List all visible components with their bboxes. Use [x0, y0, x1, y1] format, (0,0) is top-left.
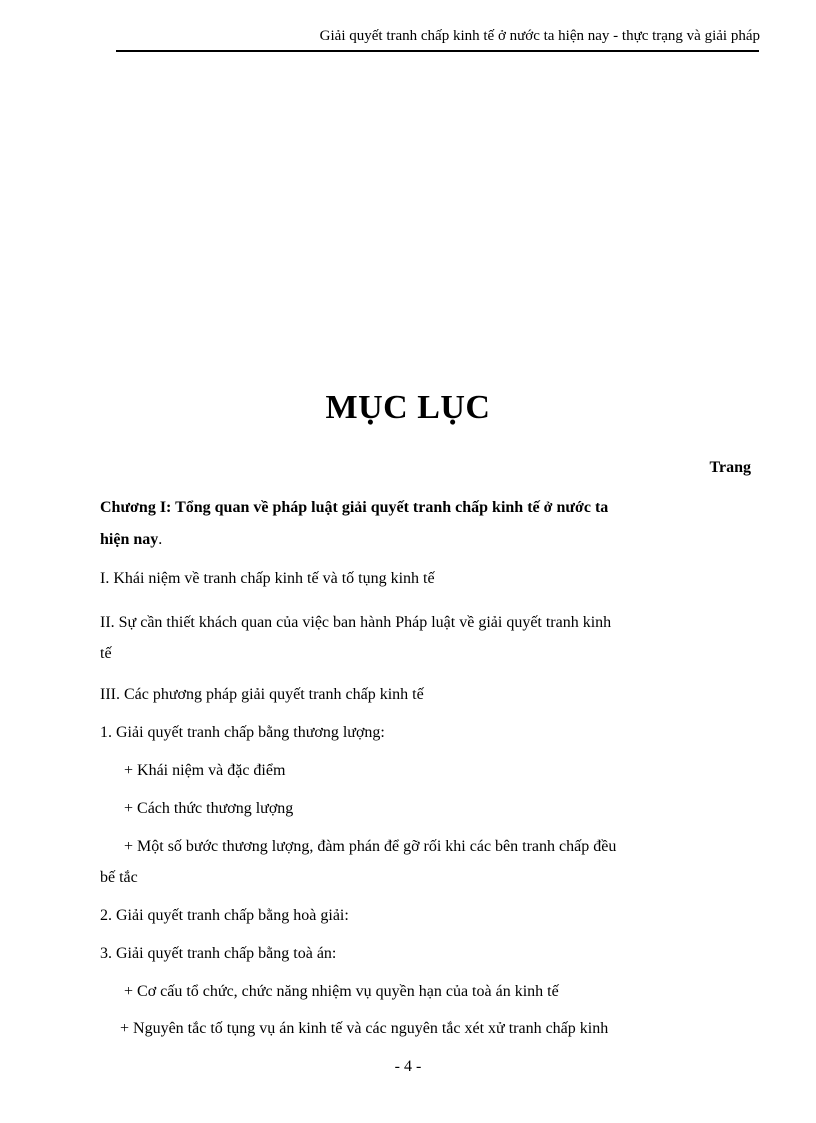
toc-item-III[interactable]: III. Các phương pháp giải quyết tranh chấp kinh tế	[100, 686, 424, 703]
toc-item-3b[interactable]: + Nguyên tắc tố tụng vụ án kinh tế và các nguyên tắc xét xử tranh chấp kinh	[120, 1020, 609, 1037]
toc-item-1c-line-2[interactable]: bế tắc	[100, 869, 138, 886]
toc-chapter-1-title-cont[interactable]	[100, 529, 162, 551]
page-column-label: Trang	[709, 459, 751, 476]
running-header: Giải quyết tranh chấp kinh tế ở nước ta hiện nay - thực trạng và giải pháp	[319, 28, 760, 44]
header-divider	[116, 50, 759, 52]
toc-chapter-1-line-2: hiện nay	[100, 531, 159, 548]
toc-item-1c-line-1[interactable]: + Một số bước thương lượng, đàm phán để gỡ rối khi các bên tranh chấp đều	[124, 838, 617, 855]
toc-item-2[interactable]: 2. Giải quyết tranh chấp bằng hoà giải:	[100, 907, 349, 924]
toc-item-3[interactable]: 3. Giải quyết tranh chấp bằng toà án:	[100, 945, 337, 962]
toc-item-1[interactable]: 1. Giải quyết tranh chấp bằng thương lượng:	[100, 724, 385, 741]
toc-chapter-1-period: .	[158, 531, 163, 548]
toc-item-3a[interactable]: + Cơ cấu tổ chức, chức năng nhiệm vụ quyền hạn của toà án kinh tế	[124, 983, 559, 1000]
toc-item-II-line-2[interactable]: tế	[100, 645, 112, 662]
page-title: MỤC LỤC	[325, 389, 491, 426]
toc-item-1a[interactable]: + Khái niệm và đặc điểm	[124, 762, 286, 779]
toc-item-II-line-1[interactable]: II. Sự cần thiết khách quan của việc ban hành Pháp luật về giải quyết tranh kinh	[100, 614, 612, 631]
page-number: - 4 -	[394, 1058, 422, 1075]
toc-item-1b[interactable]: + Cách thức thương lượng	[124, 800, 294, 817]
toc-chapter-1-line-1: Chương I: Tổng quan về pháp luật giải quyết tranh chấp kinh tế ở nước ta	[100, 499, 609, 516]
toc-chapter-1-title[interactable]	[100, 497, 608, 519]
toc-item-I[interactable]: I. Khái niệm về tranh chấp kinh tế và tố tụng kinh tế	[100, 570, 435, 587]
